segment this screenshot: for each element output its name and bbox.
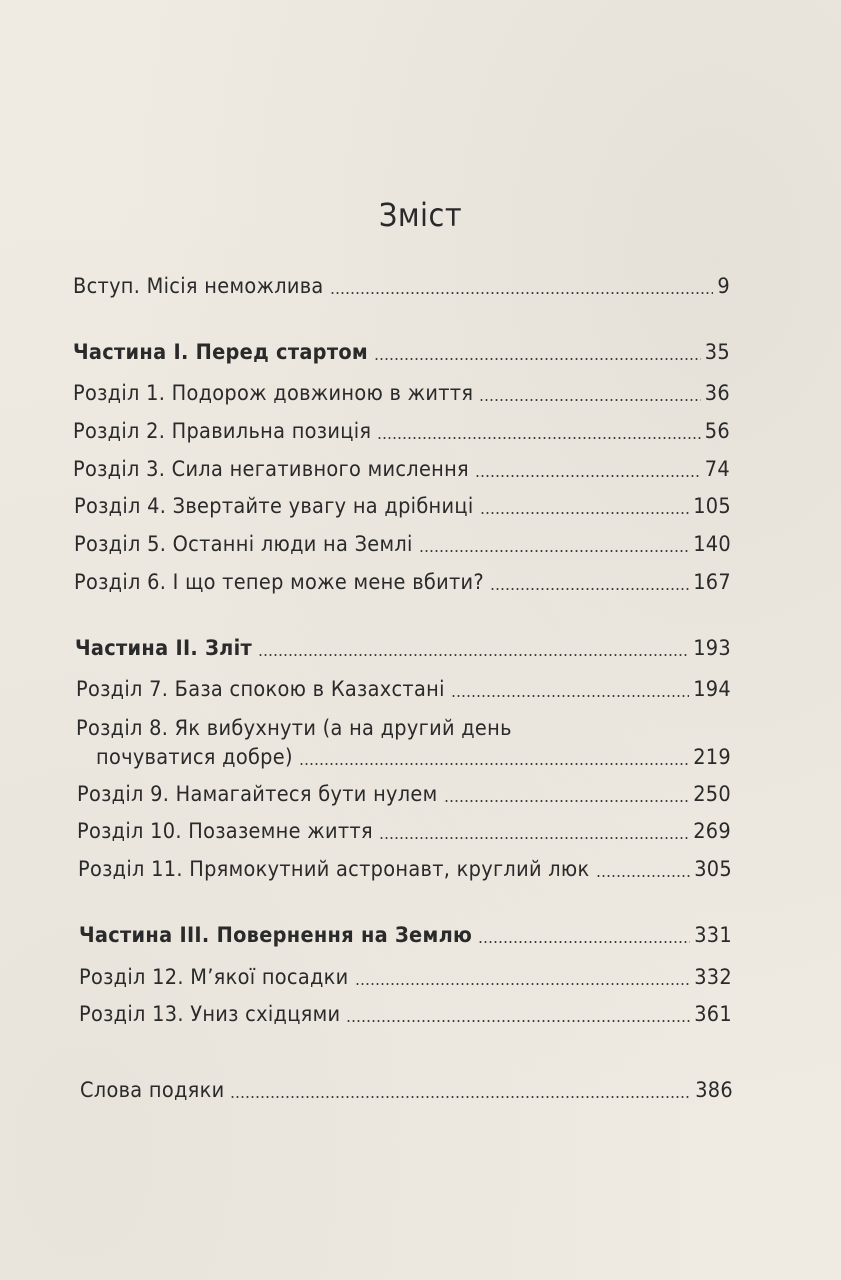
dot-leader (475, 475, 701, 477)
dot-leader (299, 763, 689, 765)
dot-leader (374, 358, 701, 360)
toc-entry-chapter-12 (79, 964, 732, 992)
toc-entry-label: Розділ 6. І що тепер може мене вбити? (74, 570, 484, 595)
toc-page-number: 74 (704, 457, 730, 482)
toc-entry-chapter-8-line1: Розділ 8. Як вибухнути (а на другий день (76, 716, 512, 741)
toc-entry-chapter-10 (77, 818, 731, 846)
dot-leader (596, 875, 691, 877)
dot-leader (419, 550, 689, 552)
dot-leader (258, 654, 689, 656)
toc-page-number: 269 (693, 819, 731, 844)
toc-entry-label: Вступ. Місія неможлива (73, 274, 324, 299)
toc-page-number: 35 (704, 340, 730, 365)
dot-leader (355, 983, 691, 985)
toc-entry-label: Частина I. Перед стартом (73, 340, 369, 365)
toc-page-number: 331 (694, 923, 732, 948)
toc-entry-label: Розділ 3. Сила негативного мислення (73, 457, 469, 482)
toc-page-number: 36 (704, 381, 730, 406)
toc-page-number: 167 (693, 570, 731, 595)
toc-entry-label: Розділ 9. Намагайтеся бути нулем (77, 782, 438, 807)
dot-leader (379, 837, 689, 839)
toc-entry-part-2 (75, 635, 731, 663)
toc-entry-label: Розділ 11. Прямокутний астронавт, круглий люк (78, 857, 590, 882)
toc-page-number: 250 (693, 782, 731, 807)
toc-page-number: 9 (717, 274, 730, 299)
page-title: Зміст (378, 196, 463, 234)
dot-leader (480, 512, 690, 514)
toc-page-number: 219 (693, 745, 731, 770)
toc-entry-chapter-8 (96, 744, 731, 772)
toc-page-number: 386 (695, 1078, 733, 1103)
toc-entry-label: Розділ 5. Останні люди на Землі (74, 532, 413, 557)
dot-leader (479, 399, 700, 401)
toc-entry-chapter-5 (74, 531, 731, 559)
toc-entry-label: Розділ 4. Звертайте увагу на дрібниці (74, 494, 474, 519)
toc-entry-label: Частина II. Зліт (75, 636, 253, 661)
toc-page-number: 140 (693, 532, 731, 557)
toc-entry-chapter-3 (73, 456, 730, 484)
toc-entry-label: почуватися добре) (96, 745, 293, 770)
dot-leader (377, 437, 700, 439)
toc-entry-chapter-13 (79, 1001, 732, 1029)
toc-entry-chapter-11 (78, 856, 732, 884)
toc-entry-chapter-6 (74, 569, 731, 597)
toc-entry-label: Розділ 1. Подорож довжиною в життя (73, 381, 474, 406)
toc-entry-label: Частина III. Повернення на Землю (79, 923, 473, 948)
toc-page-number: 193 (693, 636, 731, 661)
toc-entry-part-3 (79, 922, 732, 950)
toc-page-number: 305 (694, 857, 732, 882)
toc-page-number: 105 (693, 494, 731, 519)
toc-entry-chapter-4 (74, 493, 731, 521)
dot-leader (230, 1096, 691, 1098)
toc-entry-part-1 (73, 339, 730, 367)
toc-entry-label: Слова подяки (80, 1078, 225, 1103)
dot-leader (478, 941, 690, 943)
toc-entry-chapter-2 (73, 418, 730, 446)
toc-page-number: 56 (704, 419, 730, 444)
toc-entry-chapter-1 (73, 380, 730, 408)
dot-leader (451, 695, 689, 697)
toc-entry-chapter-9 (77, 781, 731, 809)
toc-entry-chapter-7 (76, 676, 731, 704)
toc-entry-label: Розділ 7. База спокою в Казахстані (76, 677, 445, 702)
toc-entry-label: Розділ 13. Униз східцями (79, 1002, 341, 1027)
toc-entry-label: Розділ 2. Правильна позиція (73, 419, 372, 444)
dot-leader (330, 292, 714, 294)
toc-entry-intro (73, 273, 730, 301)
dot-leader (444, 800, 690, 802)
dot-leader (346, 1020, 690, 1022)
toc-entry-acknowledgements (80, 1077, 733, 1105)
toc-entry-label: Розділ 10. Позаземне життя (77, 819, 373, 844)
toc-page-number: 332 (694, 965, 732, 990)
toc-entry-label: Розділ 12. М’якої посадки (79, 965, 349, 990)
toc-page-number: 194 (693, 677, 731, 702)
dot-leader (490, 588, 689, 590)
toc-page-number: 361 (694, 1002, 732, 1027)
